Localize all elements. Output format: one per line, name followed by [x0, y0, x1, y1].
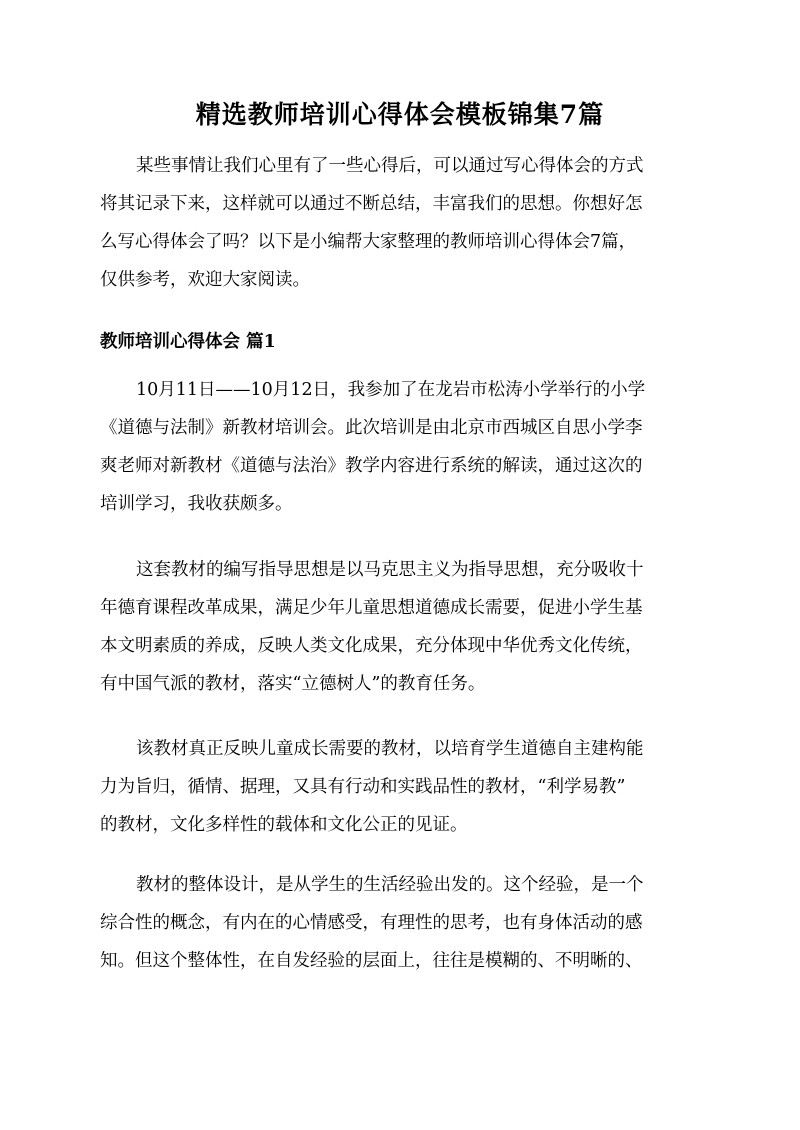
text-line: 教材的整体设计，是从学生的生活经验出发的。这个经验，是一个 [136, 875, 644, 895]
text-line: 这套教材的编写指导思想是以马克思主义为指导思想，充分吸收十 [136, 560, 644, 580]
text-line: 该教材真正反映儿童成长需要的教材，以培育学生道德自主建构能 [136, 739, 644, 759]
text-line: 么写心得体会了吗？以下是小编帮大家整理的教师培训心得体会7篇， [100, 232, 637, 252]
text-line: 知。但这个整体性，在自发经验的层面上，往往是模糊的、不明晰的、 [100, 951, 643, 971]
body-paragraph-3 [100, 730, 700, 844]
body-paragraph-4 [100, 866, 700, 980]
text-line: 综合性的概念，有内在的心情感受，有理性的思考，也有身体活动的感 [100, 913, 643, 933]
body-paragraph-1 [100, 371, 700, 523]
text-line: 的教材，文化多样性的载体和文化公正的见证。 [100, 815, 468, 835]
text-line: 力为旨归，循情、据理，又具有行动和实践品性的教材，“利学易教” [100, 777, 626, 797]
text-line: 某些事情让我们心里有了一些心得后，可以通过写心得体会的方式 [136, 156, 644, 176]
document-title: 精选教师培训心得体会模板锦集7篇 [195, 100, 605, 129]
text-line: 将其记录下来，这样就可以通过不断总结，丰富我们的思想。你想好怎 [100, 194, 643, 214]
text-line: 培训学习，我收获颇多。 [100, 494, 293, 514]
text-line: 爽老师对新教材《道德与法治》教学内容进行系统的解读，通过这次的 [100, 456, 643, 476]
text-line: 《道德与法制》新教材培训会。此次培训是由北京市西城区自思小学李 [100, 418, 643, 438]
text-line: 10月11日——10月12日，我参加了在龙岩市松涛小学举行的小学 [136, 380, 646, 400]
text-line: 仅供参考，欢迎大家阅读。 [100, 270, 310, 290]
text-line: 有中国气派的教材，落实“立德树人”的教育任务。 [100, 674, 486, 694]
intro-paragraph [100, 147, 700, 299]
section-heading: 教师培训心得体会 篇1 [100, 332, 276, 352]
text-line: 本文明素质的养成，反映人类文化成果，充分体现中华优秀文化传统， [100, 636, 643, 656]
text-line: 年德育课程改革成果，满足少年儿童思想道德成长需要，促进小学生基 [100, 598, 643, 618]
body-paragraph-2 [100, 551, 700, 703]
